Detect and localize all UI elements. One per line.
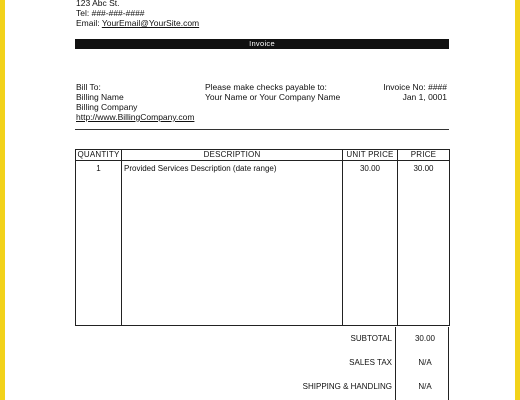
sales-tax-value: N/A: [418, 358, 432, 367]
shipping-value: N/A: [418, 382, 432, 391]
sales-tax-row: [75, 351, 449, 375]
company-street: 123 Abc St.: [76, 0, 120, 8]
sales-tax-label: SALES TAX: [349, 358, 392, 367]
table-header-row: [76, 150, 450, 161]
row-price: 30.00: [398, 161, 450, 326]
bill-to-heading: Bill To:: [76, 82, 101, 92]
shipping-row: [75, 375, 449, 399]
invoice-banner: Invoice: [75, 39, 449, 49]
payable-name: Your Name or Your Company Name: [205, 92, 341, 102]
company-email-link[interactable]: YourEmail@YourSite.com: [101, 18, 200, 28]
header-quantity: QUANTITY: [77, 150, 120, 159]
header-unit-price: UNIT PRICE: [343, 150, 398, 161]
row-unit-price: 30.00: [343, 161, 398, 326]
subtotal-label: SUBTOTAL: [350, 334, 392, 343]
bill-to-block: [76, 82, 194, 122]
header-price: PRICE: [398, 150, 450, 161]
line-items-table: [75, 149, 450, 326]
invoice-page: [5, 0, 515, 400]
subtotal-value: 30.00: [414, 334, 436, 343]
row-description: Provided Services Description (date range): [122, 161, 343, 326]
billing-website-link[interactable]: http://www.BillingCompany.com: [76, 112, 195, 122]
row-quantity: 1: [76, 161, 122, 326]
invoice-meta: [383, 82, 447, 102]
table-row: [76, 161, 450, 326]
header-description: DESCRIPTION: [122, 150, 343, 161]
email-label: Email:: [76, 18, 102, 28]
invoice-number: Invoice No: ####: [383, 82, 447, 92]
company-email-line: [76, 18, 199, 28]
section-divider: [75, 129, 449, 130]
payable-block: [205, 82, 340, 102]
company-tel: Tel: ###-###-####: [76, 8, 145, 18]
billing-name: Billing Name: [76, 92, 124, 102]
payable-heading: Please make checks payable to:: [205, 82, 327, 92]
billing-company: Billing Company: [76, 102, 138, 112]
invoice-date: Jan 1, 0001: [402, 92, 447, 102]
shipping-label: SHIPPING & HANDLING: [302, 382, 392, 391]
subtotal-row: [75, 327, 449, 351]
